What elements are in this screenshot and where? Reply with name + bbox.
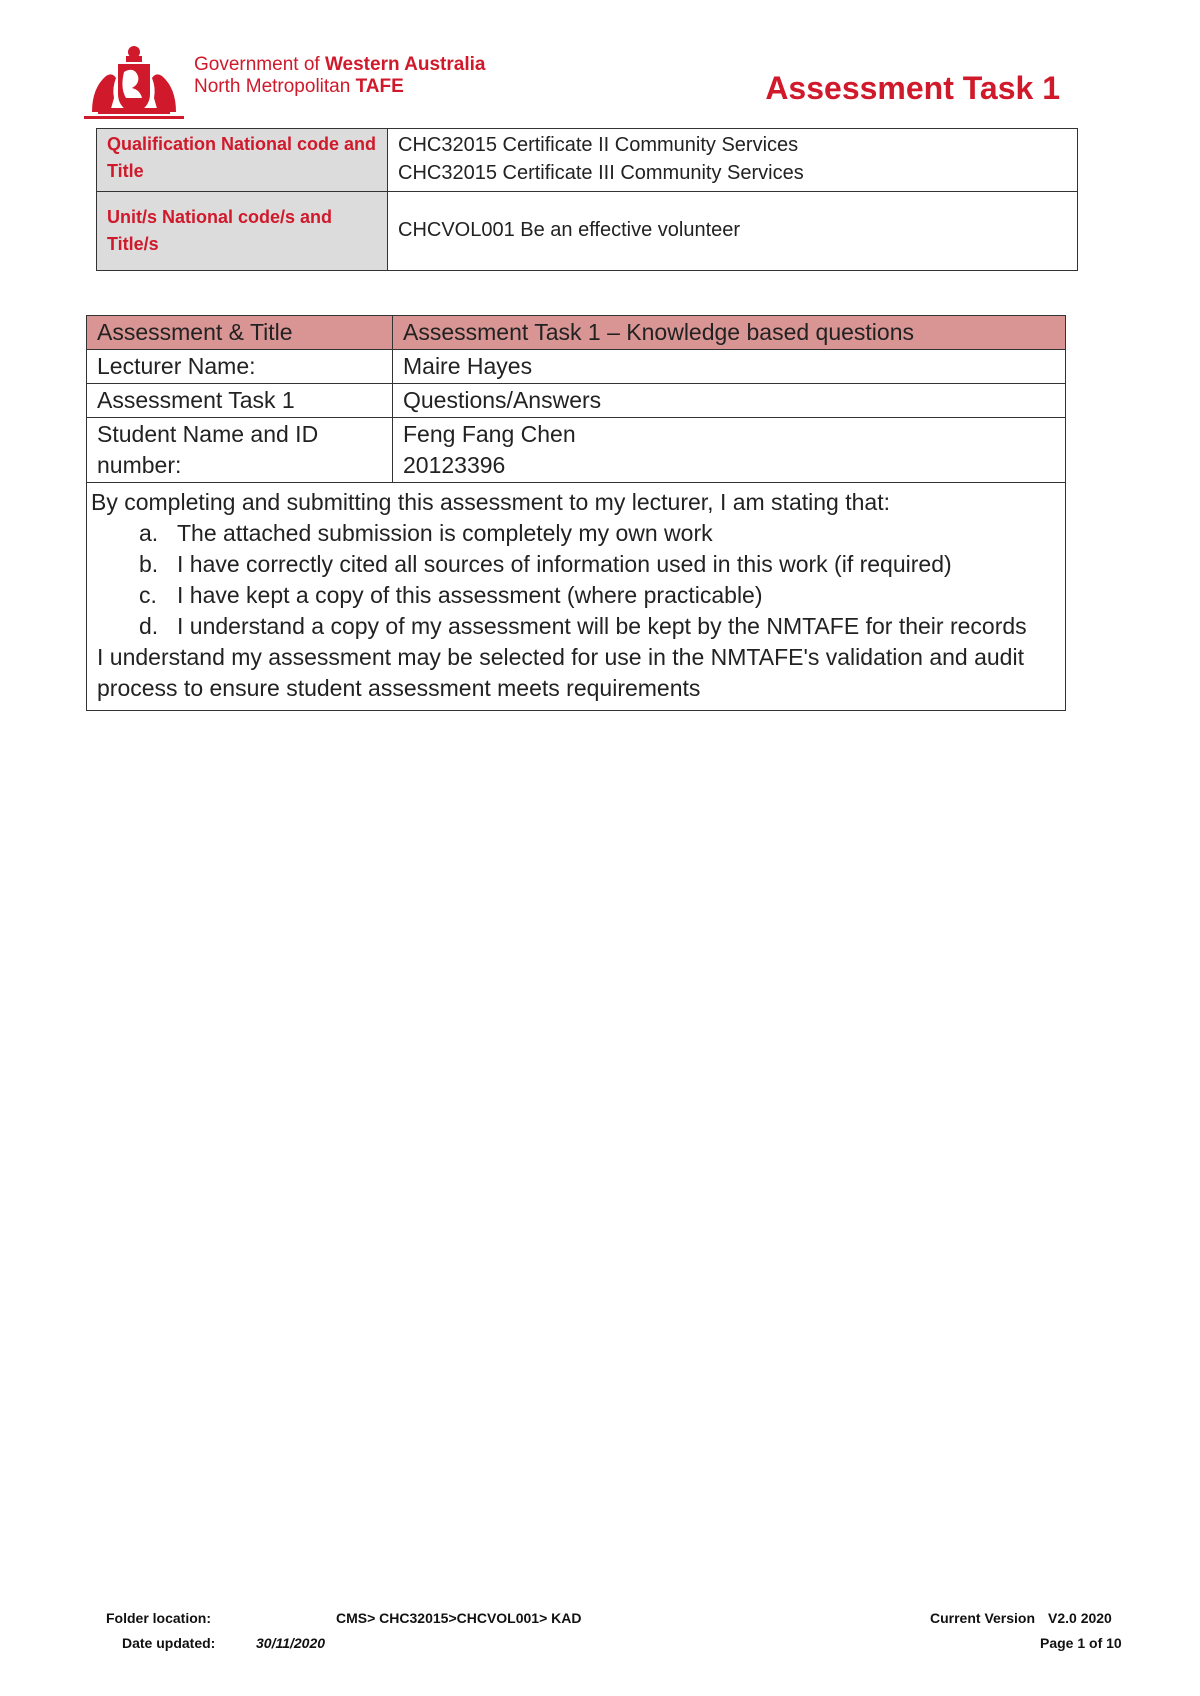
list-marker: c. bbox=[139, 582, 157, 608]
qualification-line: CHC32015 Certificate III Community Services bbox=[398, 162, 804, 184]
list-marker: d. bbox=[139, 613, 159, 639]
list-item bbox=[91, 518, 1065, 549]
folder-value: CMS> CHC32015>CHCVOL001> KAD bbox=[336, 1610, 582, 1626]
date-label: Date updated: bbox=[122, 1635, 216, 1651]
org-name: Western Australia bbox=[324, 54, 486, 75]
list-text: I understand a copy of my assessment will be kept by the NMTAFE for their records bbox=[177, 613, 1027, 639]
list-marker: a. bbox=[139, 520, 159, 546]
declaration-intro: By completing and submitting this assessment to my lecturer, I am stating that: bbox=[91, 489, 890, 515]
table-row bbox=[87, 418, 1066, 483]
page-title: Assessment Task 1 bbox=[765, 70, 1060, 106]
list-text: The attached submission is completely my own work bbox=[177, 520, 713, 546]
qualification-label: Qualification National code and Title bbox=[97, 129, 388, 192]
list-item bbox=[91, 611, 1065, 642]
list-text: I have kept a copy of this assessment (where practicable) bbox=[177, 582, 763, 608]
list-item bbox=[91, 549, 1065, 580]
table-row bbox=[97, 192, 1078, 271]
student-label: Student Name and ID number: bbox=[87, 418, 393, 483]
page-number: Page 1 of 10 bbox=[1040, 1635, 1122, 1651]
declaration-list bbox=[91, 518, 1065, 642]
lecturer-value: Maire Hayes bbox=[393, 350, 1066, 384]
list-item bbox=[91, 580, 1065, 611]
table-row bbox=[87, 384, 1066, 418]
student-id: 20123396 bbox=[403, 452, 506, 478]
folder-label: Folder location: bbox=[106, 1610, 211, 1626]
org-sub-prefix: North Metropolitan bbox=[194, 76, 351, 97]
list-text: I have correctly cited all sources of information used in this work (if required) bbox=[177, 551, 952, 577]
version-value: V2.0 2020 bbox=[1048, 1610, 1112, 1626]
qualification-table bbox=[96, 128, 1078, 271]
organisation-name bbox=[194, 54, 485, 98]
table-row bbox=[87, 316, 1066, 350]
date-value: 30/11/2020 bbox=[256, 1635, 326, 1651]
assessment-table bbox=[86, 315, 1066, 711]
qualification-line: CHC32015 Certificate II Community Services bbox=[398, 134, 799, 156]
student-value bbox=[393, 418, 1066, 483]
task-value: Questions/Answers bbox=[393, 384, 1066, 418]
lecturer-label: Lecturer Name: bbox=[87, 350, 393, 384]
unit-line: CHCVOL001 Be an effective volunteer bbox=[398, 219, 741, 241]
declaration-closing: I understand my assessment may be selected for use in the NMTAFE's validation and audit process to ensure student assessment meets requirements bbox=[97, 644, 1024, 701]
qualification-value bbox=[388, 129, 1078, 192]
table-row bbox=[97, 129, 1078, 192]
version-label: Current Version bbox=[930, 1610, 1036, 1626]
task-label: Assessment Task 1 bbox=[87, 384, 393, 418]
declaration bbox=[87, 483, 1066, 711]
assessment-title-value: Assessment Task 1 – Knowledge based questions bbox=[393, 316, 1066, 350]
list-marker: b. bbox=[139, 551, 159, 577]
table-row bbox=[87, 483, 1066, 711]
student-name: Feng Fang Chen bbox=[403, 421, 576, 447]
org-sub-name: TAFE bbox=[355, 76, 404, 97]
org-prefix: Government of bbox=[194, 54, 320, 75]
government-crest-logo bbox=[84, 42, 184, 124]
unit-value bbox=[388, 192, 1078, 271]
table-row bbox=[87, 350, 1066, 384]
unit-label: Unit/s National code/s and Title/s bbox=[97, 192, 388, 271]
assessment-title-label: Assessment & Title bbox=[87, 316, 393, 350]
